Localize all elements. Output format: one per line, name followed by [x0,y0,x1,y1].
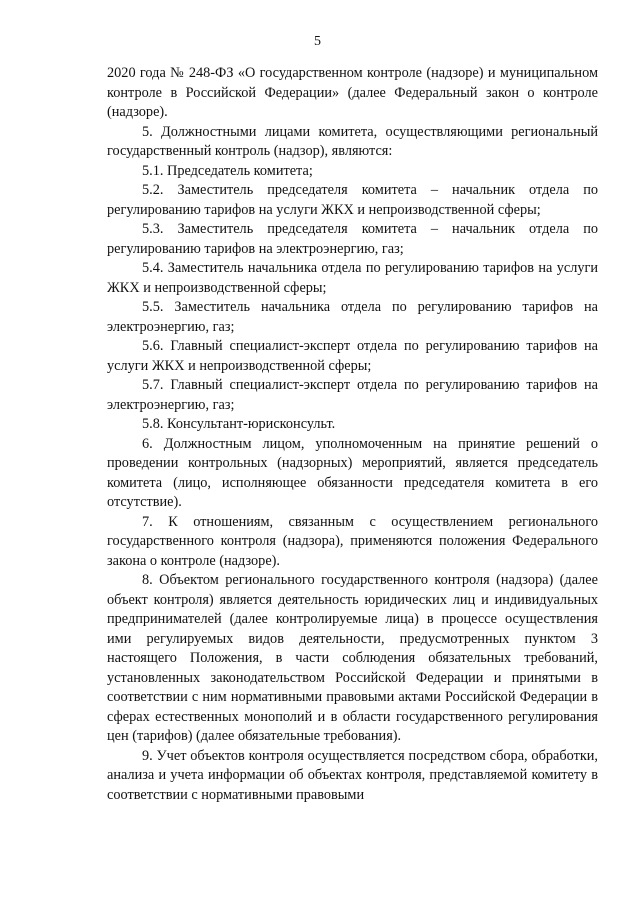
paragraph-5-1: 5.1. Председатель комитета; [142,162,313,179]
paragraph-5: 5. Должностными лицами комитета, осуществляющими региональный государственный контроль (надзор), являются: [107,123,598,159]
paragraph-5-7: 5.7. Главный специалист-эксперт отдела по регулированию тарифов на электроэнергию, газ; [107,377,598,413]
paragraph-5-2: 5.2. Заместитель председателя комитета – начальник отдела по регулированию тарифов на услуги ЖКХ и непроизводственной сферы; [107,182,598,218]
paragraph-5-3: 5.3. Заместитель председателя комитета – начальник отдела по регулированию тарифов на электроэнергию, газ; [107,221,598,257]
paragraph-5-6: 5.6. Главный специалист-эксперт отдела по регулированию тарифов на услуги ЖКХ и непроизводственной сферы; [107,338,598,374]
paragraph-5-8: 5.8. Консультант-юрисконсульт. [142,416,336,432]
paragraph-5-5: 5.5. Заместитель начальника отдела по регулированию тарифов на электроэнергию, газ; [107,299,598,335]
paragraph-8: 8. Объектом регионального государственного контроля (надзора) (далее объект контроля) является деятельность юридических лиц и индивидуальных предпринимателей (далее контролируемые лица) в процессе осуществления ими регулируемых видов деятельности, предусмотренных пунктом 3 настоящего Положения, в части соблюдения обязательных требований, установленных законодательством Российской Федерации и принятыми в соответствии с ним нормативными правовыми актами Российской Федерации в сферах естественных монополий и в области государственного регулирования цен (тарифов) (далее обязательные требования). [107,572,598,744]
paragraph-9: 9. Учет объектов контроля осуществляется посредством сбора, обработки, анализа и учета информации об объектах контроля, представляемой комитету в соответствии с нормативными правовыми [107,747,598,803]
paragraph-7: 7. К отношениям, связанным с осуществлением регионального государственного контроля (надзора), применяются положения Федерального закона о контроле (надзоре). [107,513,598,569]
document-body [107,64,598,805]
paragraph-law-reference: 2020 года № 248-ФЗ «О государственном контроле (надзоре) и муниципальном контроле в Российской Федерации» (далее Федеральный закон о контроле (надзоре). [107,65,598,120]
paragraph-6: 6. Должностным лицом, уполномоченным на принятие решений о проведении контрольных (надзорных) мероприятий, является председатель комитета (лицо, исполняющее обязанности председателя комитета в его отсутствие). [107,435,598,510]
paragraph-5-4: 5.4. Заместитель начальника отдела по регулированию тарифов на услуги ЖКХ и непроизводственной сферы; [107,260,598,296]
page-number: 5 [314,34,321,49]
